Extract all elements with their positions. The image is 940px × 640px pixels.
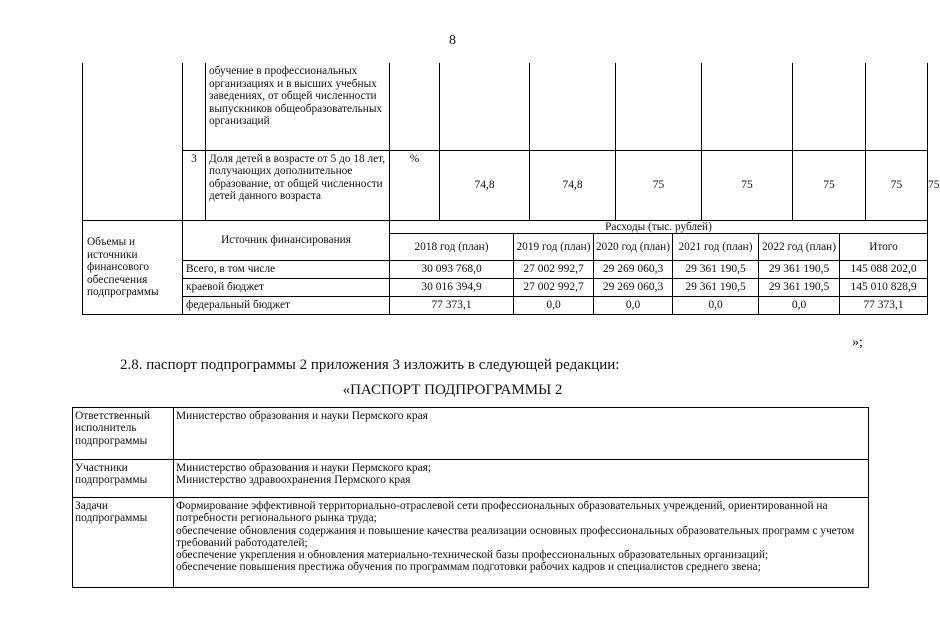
finance-value: 30 093 768,0 [390,261,514,279]
table-row-indicator-3: 3 Доля детей в возрасте от 5 до 18 лет, получающих дополнительное образование, от общей численности детей данного возраста % 74,8 74,8 75 75 75 75 75 [83,150,928,220]
indicator-value: 75 [793,150,866,220]
passport-line: обеспечение укрепления и обновления материально-технической базы профессиональных образовательных организаций; [176,549,769,562]
table-row-finance-regional [83,279,928,297]
passport-row-executor [73,408,869,460]
finance-value: 29 269 060,3 [594,279,673,297]
indicator-number: 3 [183,150,206,220]
finance-source-label: Всего, в том числе [183,261,390,279]
finance-value: 77 373,1 [390,297,514,315]
passport-line: Министерство здравоохранения Пермского края [176,474,411,487]
passport-row-content [174,498,869,588]
indicator-value: 75 [616,150,702,220]
indicator-text-continued: обучение в профессиональных организациях и в высших учебных заведениях, от общей численности выпускников общеобразовательных организаций [206,63,390,150]
year-header: 2019 год (план) [514,234,594,261]
finance-value: 77 373,1 [840,297,928,315]
passport-line: обеспечение повышения престижа обучения по программам подготовки рабочих кадров и специалистов среднего звена; [176,561,761,574]
year-header: Итого [840,234,928,261]
passport-row-participants [73,460,869,498]
year-header: 2022 год (план) [759,234,840,261]
finance-value: 145 088 202,0 [840,261,928,279]
expenses-header: Расходы (тыс. рублей) [390,220,928,234]
finance-value: 0,0 [673,297,759,315]
finance-value: 29 361 190,5 [673,261,759,279]
finance-value: 0,0 [594,297,673,315]
passport-title: «ПАСПОРТ ПОДПРОГРАММЫ 2 [342,382,563,398]
passport-row-label: Участники подпрограммы [73,460,174,498]
finance-value: 29 361 190,5 [759,261,840,279]
year-header: 2020 год (план) [594,234,673,261]
volumes-label: Объемы и источники финансового обеспечения подпрограммы [83,220,183,315]
finance-value: 27 002 992,7 [514,261,594,279]
finance-value: 29 361 190,5 [673,279,759,297]
indicators-finance-table [82,63,940,315]
indicator-unit: % [390,150,440,220]
table-row-continued [83,63,928,150]
passport-line: обеспечение обновления содержания и повышение качества реализации основных профессиональных образовательных программ с учетом требований работодателей; [176,524,855,549]
passport-row-tasks [73,498,869,588]
passport-row-content [174,460,869,498]
table-row-finance-federal [83,297,928,315]
finance-value: 29 269 060,3 [594,261,673,279]
indicator-text: Доля детей в возрасте от 5 до 18 лет, получающих дополнительное образование, от общей численности детей данного возраста [206,150,390,220]
table-row-expenses-header [83,220,928,234]
source-header: Источник финансирования [183,220,390,261]
finance-value: 29 361 190,5 [759,279,840,297]
year-header: 2021 год (план) [673,234,759,261]
table-row-finance-total [83,261,928,279]
passport-row-content [174,408,869,460]
indicator-value: 75 [702,150,793,220]
indicator-value: 75 [866,150,928,220]
indicator-value: 74,8 [440,150,530,220]
passport-table [72,407,869,588]
passport-row-label: Задачи подпрограммы [73,498,174,588]
finance-source-label: федеральный бюджет [183,297,390,315]
amendment-paragraph: 2.8. паспорт подпрограммы 2 приложения 3 изложить в следующей редакции: [120,357,620,373]
finance-value: 145 010 828,9 [840,279,928,297]
finance-value: 0,0 [759,297,840,315]
indicator-value: 74,8 [530,150,616,220]
closing-quote: »; [852,335,863,350]
finance-source-label: краевой бюджет [183,279,390,297]
passport-row-label: Ответственный исполнитель подпрограммы [73,408,174,460]
finance-value: 0,0 [514,297,594,315]
passport-line: Министерство образования и науки Пермского края [176,410,428,422]
year-header: 2018 год (план) [390,234,514,261]
finance-value: 30 016 394,9 [390,279,514,297]
page-number: 8 [449,33,456,48]
passport-line: Формирование эффективной территориально-отраслевой сети профессиональных образовательных учреждений, ориентированной на потребности регионального рынка труда; [176,500,828,525]
passport-line: Министерство образования и науки Пермского края; [176,462,432,474]
finance-value: 27 002 992,7 [514,279,594,297]
